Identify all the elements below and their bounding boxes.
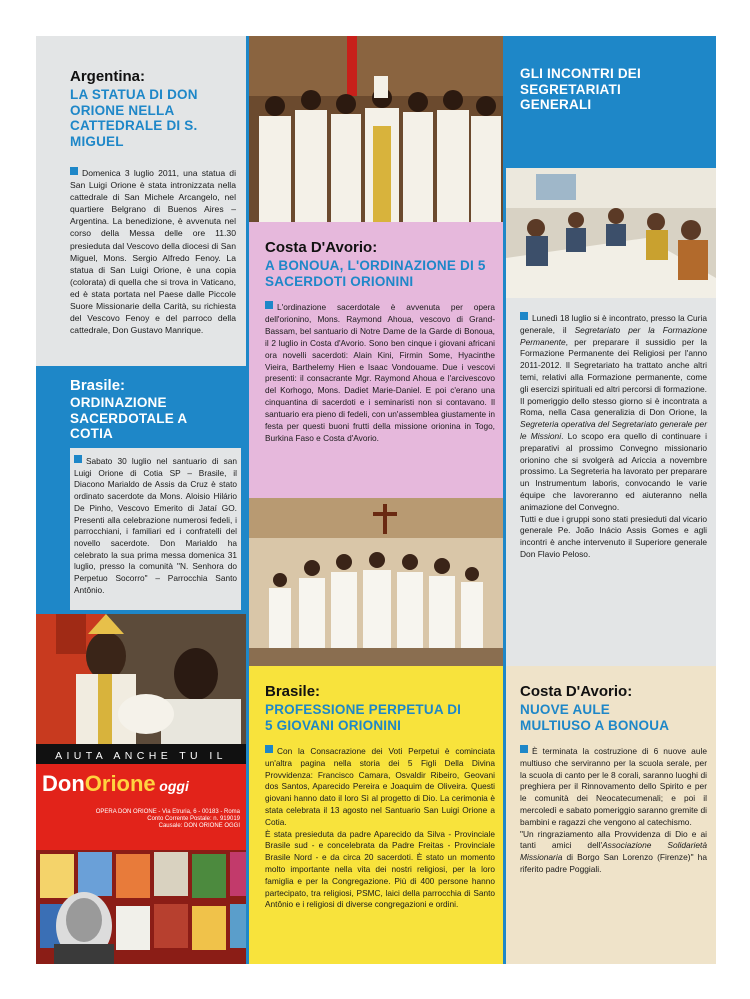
costa2-body-2: "Un ringraziamento alla Provvidenza di Dio e ai tanti amici dell'Associazione Solidarietà Missionaria di Borgo San Lorenzo (Firenze)" ha riferito padre Poggiali.	[520, 828, 708, 874]
costa1-country: Costa D'Avorio:	[265, 239, 378, 256]
bullet-square-icon	[265, 745, 273, 753]
argentina-panel	[36, 36, 246, 366]
brasile1-country: Brasile:	[70, 377, 126, 394]
bonoua-ordination-photo	[249, 36, 503, 222]
incontri-body-2: Tutti e due i gruppi sono stati presieduti dal vicario generale Pe. João Inácio Assis Gomes e agli incontri è anche intervenuto il Superiore generale Don Flavio Peloso.	[520, 513, 707, 559]
ad-address: OPERA DON ORIONE - Via Etruria, 6 - 00183 - Roma	[95, 809, 240, 815]
brasile1-title: ORDINAZIONE SACERDOTALE A COTIA	[70, 395, 187, 441]
costa2-title: NUOVE AULE MULTIUSO A BONOUA	[520, 702, 670, 733]
brasile2-country: Brasile:	[265, 683, 321, 700]
brasile-professione-panel	[249, 666, 503, 964]
brasile1-text-box	[70, 448, 241, 610]
argentina-title: LA STATUA DI DON ORIONE NELLA CATTEDRALE DI S. MIGUEL	[70, 87, 198, 149]
incontri-body-1: Lunedì 18 luglio si è incontrato, presso la Curia generale, il Segretariato per la Formazione Permanente, per preparare il sussidio per la Formazione Permanente dei Religiosi per l'anno 2011-2012. Il Segretariato ha trattato anche altri temi, relativi alla Formazione permanente, come gli esercizi spirituali ed altri percorsi di formazione. Il pomeriggio dello stesso giorno si è incontrata a Roma, nella Casa generalizia di Don Orione, la Segreteria operativa del Segretariato generale per le Missioni. Lo scopo era quello di continuare i preparativi al prossimo Convegno missionario orionino che si svolgerà ad Ariccia a novembre prossimo. La Segreteria ha lavorato per preparare un Instrumentum laboris, convocando le varie équipe che lavoreranno ed aiuteranno nella animazione del Convegno.	[520, 313, 707, 512]
incontri-panel	[506, 298, 716, 666]
ordination-photo-cotia	[36, 614, 246, 744]
incontri-header	[506, 36, 716, 168]
bullet-square-icon	[74, 455, 82, 463]
costa-ordinazione-panel	[249, 222, 503, 498]
bullet-square-icon	[520, 745, 528, 753]
brasile2-body-2: È stata presieduta da padre Aparecido da Silva - Provinciale Brasile sud - e concelebrata da Padre Freitas - Provinciale Brasile Nord - e da circa 20 sacerdoti. È stato un momento molto importante nella vita dei nostri religiosi, per la loro famiglia e per la Congregazione. Più di 400 persone hanno partecipato, tra religiosi, PSMC, laici della parrocchia di Santo Antônio e i religiosi di diverse congregazioni e ordini.	[265, 828, 495, 910]
brasile2-body-1: Con la Consacrazione dei Voti Perpetui è cominciata un'altra pagina nella storia dei 5 Figli Della Divina Provvidenza: Francisco Camara, Osvaldir Ribeiro, Geovani dos Santos, Aparecido Pereira e Joaquim de Oliveira. Questi giovani hanno dato il loro Sì al progetto di Dio. La cerimonia è stata celebrata il 13 agosto nel Santuario San Luigi Orione a Cotia.	[265, 746, 495, 827]
bullet-square-icon	[265, 301, 273, 309]
ad-red-box	[36, 764, 246, 964]
brasile-ordinazione-panel	[36, 366, 246, 614]
costa-aule-panel	[506, 666, 716, 964]
ad-causale: Causale: DON ORIONE OGGI	[158, 823, 240, 829]
ad-postal-account: Conto Corrente Postale: n. 919019	[147, 816, 240, 822]
donorione-logo: DonOrione oggi	[42, 771, 189, 796]
brasile1-body: Sabato 30 luglio nel santuario di san Luigi Orione di Cotia SP – Brasile, il Diacono Marialdo de Assis da Cruz è stato ordinato sacerdote da Mons. Aloisio Hilário De Pinho, Vescovo Emerito di Jataí GO. Presenti alla celebrazione numerosi fedeli, i parrocchiani, i familiari ed i confratelli del novello sacerdote. Don Marialdo ha celebrato la sua prima messa domenica 31 luglio, presso la comunità "N. Senhora do Perpetuo Socorro" – Parrocchia Santo Antônio.	[74, 456, 237, 595]
costa2-country: Costa D'Avorio:	[520, 683, 633, 700]
argentina-body: Domenica 3 luglio 2011, una statua di San Luigi Orione è stata intronizzata nella cattedrale di San Michele Arcangelo, nel quartiere Belgrano di Buenos Aires – Argentina. La benedizione, è avvenuta nel corso della Messa delle ore 11.30 presieduta dal Vescovo della diocesi di San Miguel, Mons. Sergio Alfredo Fenoy. La statua di San Luigi Orione, è una copia (colorata) di quella che si trova in Vaticano, ed è stata portata nel Paese dalle Piccole Suore Missionarie della Carità, su richiesta del Vescovo Fenoy e del parroco della cattedrale, Don Gustavo Manrique.	[70, 168, 236, 336]
costa1-title: A BONOUA, L'ORDINAZIONE DI 5 SACERDOTI ORIONINI	[265, 258, 486, 289]
incontri-title: GLI INCONTRI DEI SEGRETARIATI GENERALI	[520, 66, 641, 112]
cotia-profession-photo	[249, 498, 503, 666]
costa2-body-1: È terminata la costruzione di 6 nuove aule multiuso che serviranno per la scuola serale, per la scuola di canto per le 8 corali, saranno luoghi di preghiera per il Rinnovamento dello Spirito e per le comunità dei Neocatecumenali; e poi il mercoledì e sabato pomeriggio saranno gremite di bambini e ragazzi che vengono al catechismo.	[520, 746, 707, 827]
bullet-square-icon	[520, 312, 528, 320]
costa1-body: L'ordinazione sacerdotale è avvenuta per opera dell'orionino, Mons. Raymond Ahoua, vescovo di Grand-Bassam, bel santuario di Notre Dame de la Garde di Bonoua, il 2 luglio in Costa d'Avorio. Sono ben cinque i giovani africani ora novelli sacerdoti: Alain Kini, Firmin Some, Hyacinthe Vieira, Barthelemy Hien e Isaac Vondouame. Due i vescovi presenti: il consacrante Mgr. Raymond Ahoua e l'arcivescovo del Korhogo, Mons. Dadiet Marie-Daniel. E poi c'erano una cinquantina di sacerdoti e i seminaristi non si contavano. Il santuario era pieno di fedeli, con un'assemblea giustamente in festa per questi buoni frutti della missione orionina in Togo, Burkina Faso e Costa d'Avorio.	[265, 302, 495, 443]
meeting-photo	[506, 168, 716, 298]
brasile2-title: PROFESSIONE PERPETUA DI 5 GIOVANI ORIONINI	[265, 702, 462, 733]
donorione-ad	[36, 744, 246, 964]
argentina-country: Argentina:	[70, 68, 145, 85]
magazine-covers-collage	[36, 850, 246, 964]
ad-slogan: AIUTA ANCHE TU IL	[55, 750, 227, 762]
bullet-square-icon	[70, 167, 78, 175]
